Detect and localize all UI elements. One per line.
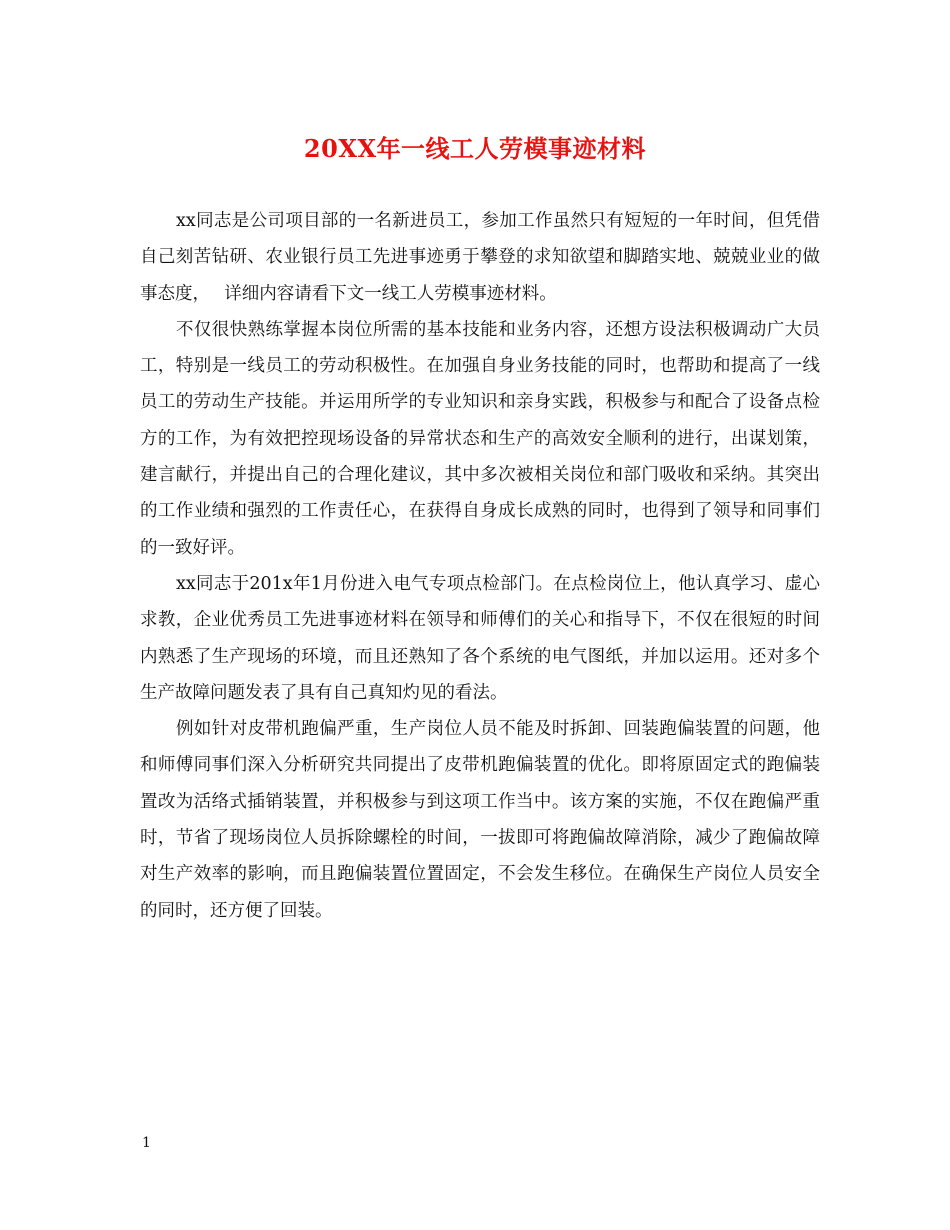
document-title: 20XX年一线工人劳模事迹材料 xyxy=(303,134,647,163)
paragraph-3: xx同志于201x年1月份进入电气专项点检部门。在点检岗位上，他认真学习、虚心求教，企业优秀员工先进事迹材料在领导和师傅们的关心和指导下，不仅在很短的时间内熟悉了生产现场的环境，而且还熟知了各个系统的电气图纸，并加以运用。还对多个生产故障问题发表了具有自己真知灼见的看法。 xyxy=(140,573,820,703)
page-number: 1 xyxy=(142,1135,151,1151)
document-body xyxy=(140,203,820,929)
paragraph-2: 不仅很快熟练掌握本岗位所需的基本技能和业务内容，还想方设法积极调动广大员工，特别是一线员工的劳动积极性。在加强自身业务技能的同时，也帮助和提高了一线员工的劳动生产技能。并运用所学的专业知识和亲身实践，积极参与和配合了设备点检方的工作，为有效把控现场设备的异常状态和生产的高效安全顺利的进行，出谋划策，建言献行，并提出自己的合理化建议，其中多次被相关岗位和部门吸收和采纳。其突出的工作业绩和强烈的工作责任心，在获得自身成长成熟的同时，也得到了领导和同事们的一致好评。 xyxy=(140,319,820,558)
paragraph-4: 例如针对皮带机跑偏严重，生产岗位人员不能及时拆卸、回装跑偏装置的问题，他和师傅同事们深入分析研究共同提出了皮带机跑偏装置的优化。即将原固定式的跑偏装置改为活络式插销装置，并积极参与到这项工作当中。该方案的实施，不仅在跑偏严重时，节省了现场岗位人员拆除螺栓的时间，一拔即可将跑偏故障消除，减少了跑偏故障对生产效率的影响，而且跑偏装置位置固定，不会发生移位。在确保生产岗位人员安全的同时，还方便了回装。 xyxy=(140,719,820,921)
paragraph-1: xx同志是公司项目部的一名新进员工，参加工作虽然只有短短的一年时间，但凭借自己刻苦钻研、农业银行员工先进事迹勇于攀登的求知欲望和脚踏实地、兢兢业业的做事态度， 详细内容请看下文一线工人劳模事迹材料。 xyxy=(140,211,820,304)
